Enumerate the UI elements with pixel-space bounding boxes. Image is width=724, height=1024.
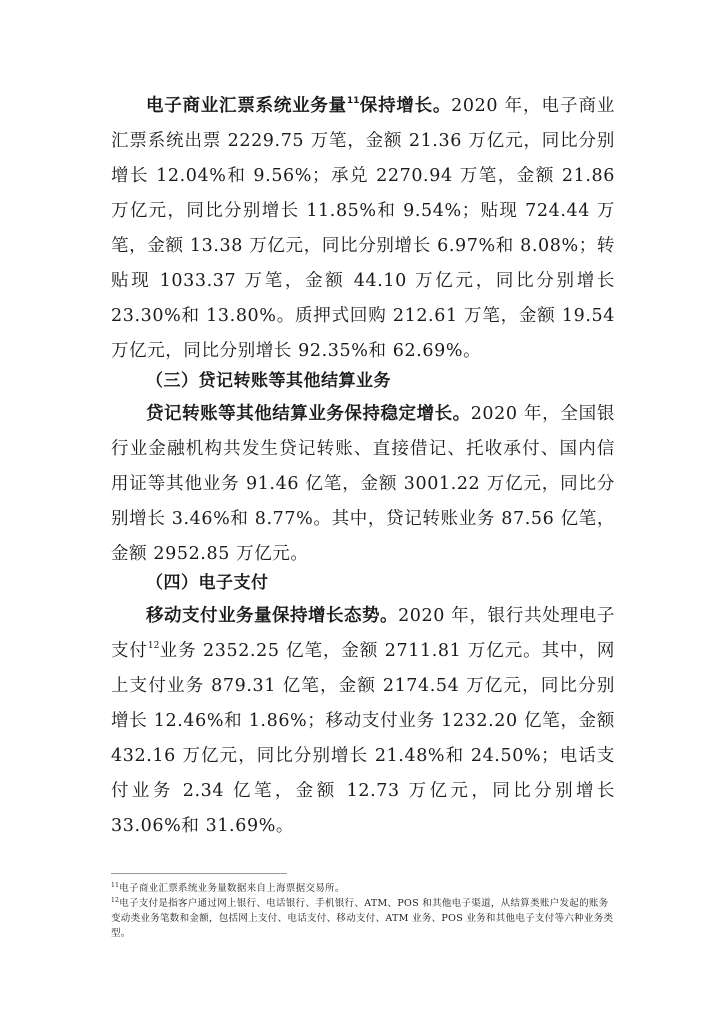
footnote-ref[interactable]: 11 bbox=[346, 96, 360, 106]
section-heading-4: （四）电子支付 bbox=[146, 573, 269, 593]
paragraph-body: 2020 年，银行共处理电子支付 bbox=[111, 606, 615, 661]
footnote-item bbox=[111, 896, 615, 941]
lead-text: 电子商业汇票系统业务量 bbox=[146, 96, 347, 116]
paragraph-credit-transfer bbox=[111, 397, 615, 572]
paragraph-electronic-payment bbox=[111, 599, 615, 844]
footnote-item bbox=[111, 881, 615, 896]
footnote-ref[interactable]: 12 bbox=[147, 641, 160, 651]
lead-text-end: 保持增长。 bbox=[359, 96, 452, 116]
paragraph-lead: 移动支付业务量保持增长态势。 bbox=[146, 606, 399, 626]
footnote-number: 12 bbox=[111, 897, 120, 904]
paragraph-commercial-draft bbox=[111, 89, 615, 369]
footnote-divider bbox=[111, 873, 287, 874]
paragraph-body: 2020 年，电子商业汇票系统出票 2229.75 万笔，金额 21.36 万亿元，同比分别增长 12.04%和 9.56%；承兑 2270.94 万笔，金额 21.86 万亿元，同比分别增长 11.85%和 9.54%；贴现 724.44 万笔，金额 13.38 万亿元，同比分别增长 6.97%和 8.08%；转贴现 1033.37 万笔，金额 44.10 万亿元，同比分别增长 23.30%和 13.80%。质押式回购 212.61 万笔，金额 19.54 万亿元，同比分别增长 92.35%和 62.69%。 bbox=[111, 96, 616, 361]
paragraph-body-cont: 业务 2352.25 亿笔，金额 2711.81 万亿元。其中，网上支付业务 879.31 亿笔，金额 2174.54 万亿元，同比分别增长 12.46%和 1.86%；移动支付业务 1232.20 亿笔，金额 432.16 万亿元，同比分别增长 21.48%和 24.50%；电话支付业务 2.34 亿笔，金额 12.73 万亿元，同比分别增长 33.06%和 31.69%。 bbox=[111, 641, 615, 836]
footnote-text: 电子支付是指客户通过网上银行、电话银行、手机银行、ATM、POS 和其他电子渠道，从结算类账户发起的账务变动类业务笔数和金额，包括网上支付、电话支付、移动支付、ATM 业务、POS 业务和其他电子支付等六种业务类型。 bbox=[111, 898, 614, 939]
paragraph-lead: 贷记转账等其他结算业务保持稳定增长。 bbox=[146, 404, 471, 424]
footnote-number: 11 bbox=[111, 882, 120, 889]
footnotes bbox=[111, 881, 615, 941]
paragraph-body: 2020 年，全国银行业金融机构共发生贷记转账、直接借记、托收承付、国内信用证等其他业务 91.46 亿笔，金额 3001.22 万亿元，同比分别增长 3.46%和 8.77%。其中，贷记转账业务 87.56 亿笔，金额 2952.85 万亿元。 bbox=[111, 404, 615, 564]
section-heading-3: （三）贷记转账等其他结算业务 bbox=[146, 371, 391, 391]
footnote-text: 电子商业汇票系统业务量数据来自上海票据交易所。 bbox=[119, 883, 345, 894]
paragraph-lead bbox=[146, 96, 451, 116]
